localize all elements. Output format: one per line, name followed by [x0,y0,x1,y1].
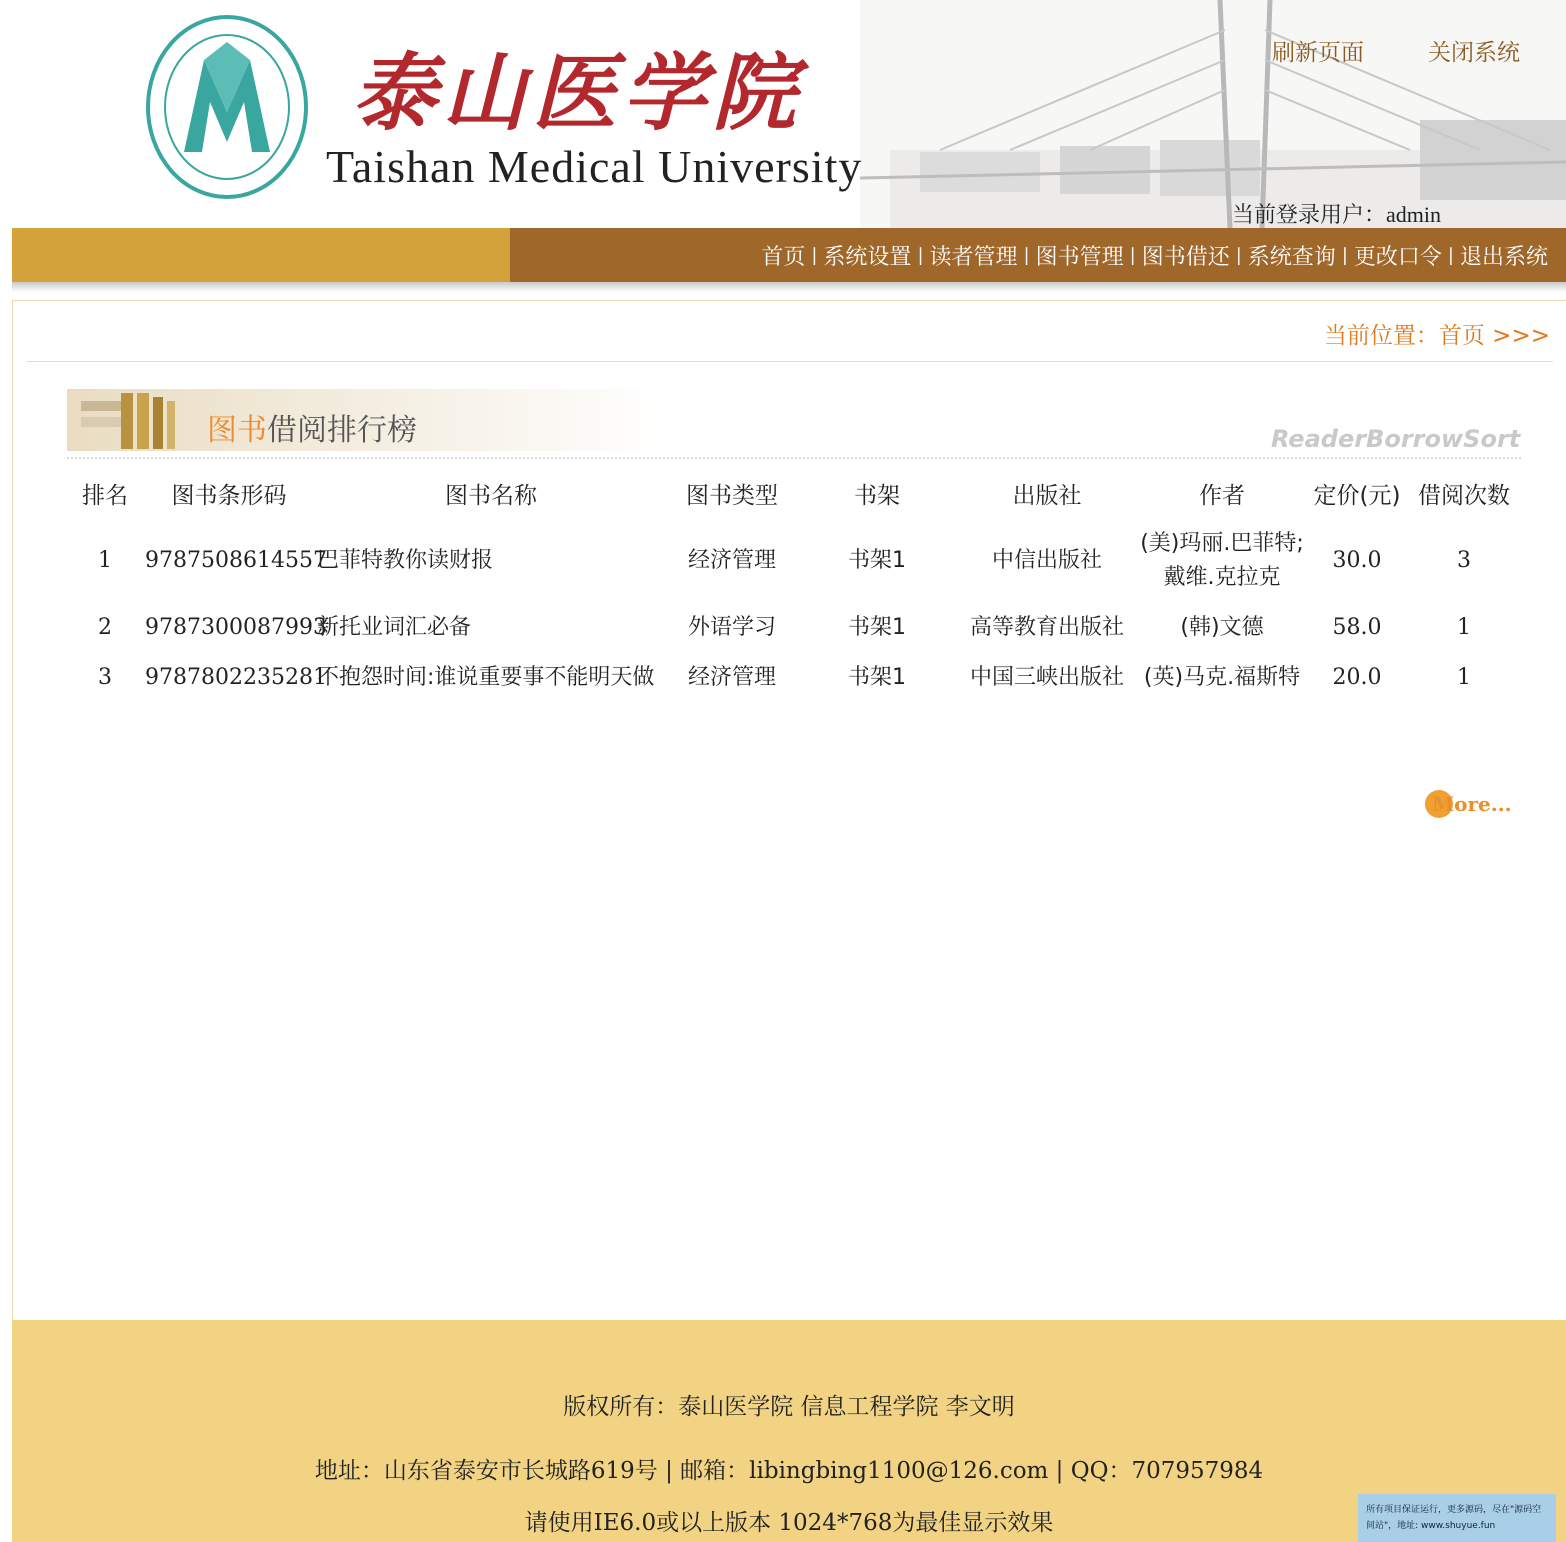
cell-publisher: 中国三峡出版社 [969,665,1124,690]
nav-item-system-settings[interactable]: 系统设置 [823,244,912,270]
cell-barcode: 9787300087993 [145,615,327,640]
cell-author: (美)玛丽.巴菲特;戴维.克拉克 [1140,531,1304,590]
cell-shelf: 书架1 [848,615,906,640]
cell-book-type: 经济管理 [687,665,776,690]
refresh-page-link[interactable]: 刷新页面 [1272,40,1364,66]
navbar-shadow [12,282,1566,292]
cell-shelf: 书架1 [848,665,906,690]
breadcrumb: 当前位置：首页 >>> [1323,323,1550,349]
nav-item-reader-management[interactable]: 读者管理 [929,244,1018,270]
column-header-author: 作者 [1199,482,1245,509]
cell-rank: 1 [98,548,112,573]
borrow-ranking-table [67,467,1521,703]
nav-separator: | [1129,244,1136,266]
cell-publisher: 高等教育出版社 [969,615,1124,640]
nav-item-system-query[interactable]: 系统查询 [1247,244,1336,270]
cell-barcode: 9787802235281 [145,665,327,690]
column-header-book-type: 图书类型 [686,482,778,509]
cell-book-type: 外语学习 [687,615,776,640]
cell-borrow-count: 3 [1457,548,1471,573]
footer-browser-note: 请使用IE6.0或以上版本 1024*768为最佳显示效果 [524,1510,1054,1536]
nav-item-home[interactable]: 首页 [761,244,806,270]
footer [12,1320,1566,1542]
cell-price: 20.0 [1332,665,1382,690]
more-button-label: More... [1432,792,1512,816]
school-name-chinese: 泰山医学院 [352,43,803,142]
nav-menu [761,228,1548,282]
dotted-divider [67,457,1521,459]
footer-copyright: 版权所有：泰山医学院 信息工程学院 李文明 [563,1394,1015,1420]
nav-separator: | [1341,244,1348,266]
nav-separator: | [1235,244,1242,266]
cell-author: (英)马克.福斯特 [1143,665,1301,690]
nav-separator: | [1447,244,1454,266]
cell-barcode: 9787508614557 [145,548,327,573]
column-header-publisher: 出版社 [1012,482,1082,509]
main-navigation-bar [12,228,1566,282]
section-title-part2: 借阅排行榜 [267,413,417,448]
cell-book-name: 巴菲特教你读财报 [317,548,494,573]
nav-separator: | [917,244,924,266]
cell-price: 58.0 [1332,615,1382,640]
column-header-borrow-count: 借阅次数 [1418,482,1510,509]
table-row [67,519,1521,603]
column-header-shelf: 书架 [854,482,900,509]
nav-separator: | [811,244,818,266]
table-row [67,653,1521,703]
university-seal-logo [144,12,310,202]
header [0,0,1566,228]
section-title [207,405,417,449]
cell-rank: 3 [98,665,112,690]
column-header-barcode: 图书条形码 [171,482,287,509]
close-system-link[interactable]: 关闭系统 [1428,40,1520,66]
cell-borrow-count: 1 [1457,665,1471,690]
cell-book-name: 不抱怨时间:谁说重要事不能明天做 [317,665,655,690]
more-button[interactable] [1423,785,1519,821]
cell-rank: 2 [98,615,112,640]
nav-item-change-password[interactable]: 更改口令 [1353,244,1442,270]
section-subtitle: ReaderBorrowSort [1271,425,1521,453]
cell-publisher: 中信出版社 [991,548,1102,573]
cell-shelf: 书架1 [848,548,906,573]
watermark-notice: 所有项目保证运行，更多源码，尽在"源码空间站"，地址: www.shuyue.fun [1358,1494,1556,1542]
main-content [12,300,1566,1320]
current-user-label: 当前登录用户： [1232,203,1387,228]
nav-item-book-management[interactable]: 图书管理 [1035,244,1124,270]
cell-borrow-count: 1 [1457,615,1471,640]
cell-book-type: 经济管理 [687,548,776,573]
column-header-rank: 排名 [82,482,128,509]
current-username: admin [1386,202,1442,227]
column-header-book-name: 图书名称 [445,482,537,509]
current-user-info [1232,198,1441,228]
school-name-english: Taishan Medical University [326,141,863,192]
divider [27,361,1553,362]
cell-price: 30.0 [1332,548,1382,573]
cell-author: (韩)文德 [1180,615,1264,640]
table-row [67,603,1521,653]
table-header-row [67,467,1521,519]
column-header-price: 定价(元) [1313,482,1401,509]
nav-separator: | [1023,244,1030,266]
nav-item-borrow-return[interactable]: 图书借还 [1141,244,1230,270]
section-title-part1: 图书 [207,413,267,448]
nav-item-logout[interactable]: 退出系统 [1459,244,1548,270]
cell-book-name: 新托业词汇必备 [317,615,472,640]
footer-contact: 地址：山东省泰安市长城路619号 | 邮箱：libingbing1100@126.com | QQ：707957984 [314,1458,1264,1484]
